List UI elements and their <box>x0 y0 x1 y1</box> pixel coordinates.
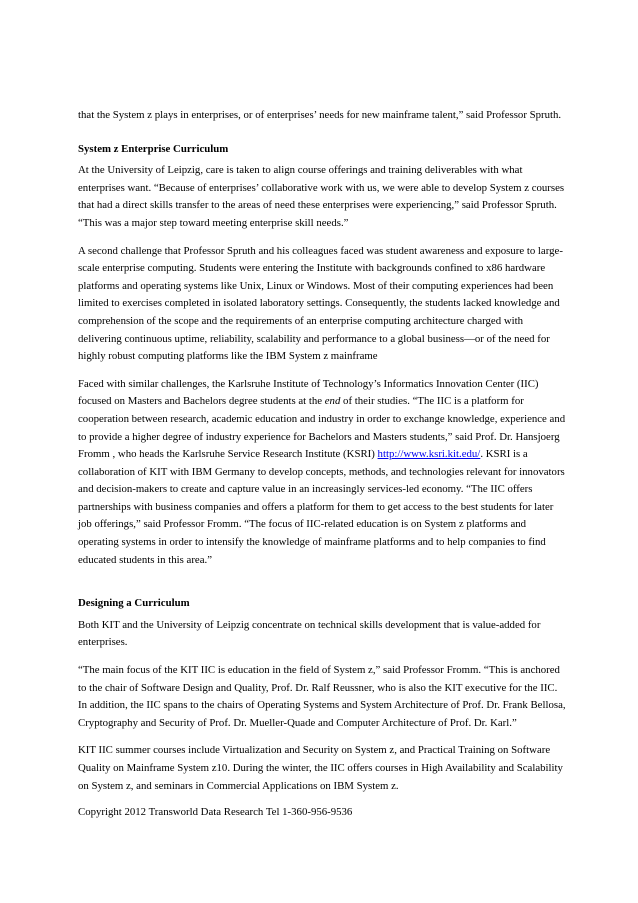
paragraph-karlsruhe-text-c: . KSRI is a collaboration of KIT with IBM Germany to develop concepts, methods, and technologies relevant for innovators and decision-makers to create and capture value in an increasingly services-led economy. “The IIC offers partnerships with business companies and offers a platform for them to get access to the best students for later job offerings,” said Professor Fromm. “The focus of IIC-related education is on System z platforms and operating systems in order to intensify the knowledge of mainframe platforms and to help companies to find educated students in this area.” <box>78 448 565 566</box>
copyright-footer: Copyright 2012 Transworld Data Research Tel 1-360-956-9536 <box>78 806 353 818</box>
paragraph-summer-courses: KIT IIC summer courses include Virtualization and Security on System z, and Practical Training on Software Quality on Mainframe System z10. During the winter, the IIC offers courses in High Availability and Scalability on System z, and seminars in Commercial Applications on IBM System z. <box>78 744 563 792</box>
section-heading-enterprise-curriculum: System z Enterprise Curriculum <box>78 142 229 155</box>
paragraph-karlsruhe-text-b: of their studies. “The IIC is a platform for cooperation between research, academic education and industry in order to exchange knowledge, experience and to provide a higher degree of industry experience for Bachelors and Masters students,” said Prof. Dr. Hansjoerg Fromm , who heads the Karlsruhe Service Research Institute (KSRI) <box>78 395 566 461</box>
paragraph-main-focus: “The main focus of the KIT IIC is education in the field of System z,” said Professor Fromm. “This is anchored to the chair of Software Design and Quality, Prof. Dr. Ralf Reussner, who is also the KIT executive for the IIC. In addition, the IIC spans to the chairs of Operating Systems and System Architecture of Prof. Dr. Frank Bellosa, Cryptography and Security of Prof. Dr. Mueller-Quade and Computer Architecture of Prof. Dr. Karl.” <box>78 664 566 729</box>
ksri-link[interactable]: http://www.ksri.kit.edu/ <box>377 448 481 461</box>
paragraph-skills-development: Both KIT and the University of Leipzig concentrate on technical skills development that is value-added for enterprises. <box>78 618 541 649</box>
intro-paragraph: that the System z plays in enterprises, or of enterprises’ needs for new mainframe talent,” said Professor Spruth. <box>78 109 562 121</box>
document-body <box>78 107 568 805</box>
section-heading-designing-curriculum: Designing a Curriculum <box>78 597 190 610</box>
emphasis-end: end <box>324 395 341 408</box>
paragraph-karlsruhe-text-a: Faced with similar challenges, the Karlsruhe Institute of Technology’s Informatics Innovation Center (IIC) focused on Masters and Bachelors degree students at the <box>78 377 539 408</box>
paragraph-leipzig-alignment: At the University of Leipzig, care is taken to align course offerings and training deliverables with what enterprises want. “Because of enterprises’ collaborative work with us, we were able to develop System z courses that had a direct skills transfer to the areas of need these enterprises were experiencing,” said Professor Spruth. “This was a major step toward meeting enterprise skill needs.” <box>78 164 565 229</box>
paragraph-karlsruhe-iic <box>78 376 568 570</box>
paragraph-second-challenge: A second challenge that Professor Spruth and his colleagues faced was student awareness and exposure to large-scale enterprise computing. Students were entering the Institute with backgrounds confined to x86 hardware platforms and operating systems like Unix, Linux or Windows. Most of their computing experiences had been limited to exercises completed in isolated laboratory settings. Consequently, the students lacked knowledge and comprehension of the scope and the requirements of an enterprise computing architecture charged with delivering continuous uptime, reliability, scalability and performance to a global business—or of the need for highly robust computing platforms like the IBM System z mainframe <box>78 244 563 363</box>
